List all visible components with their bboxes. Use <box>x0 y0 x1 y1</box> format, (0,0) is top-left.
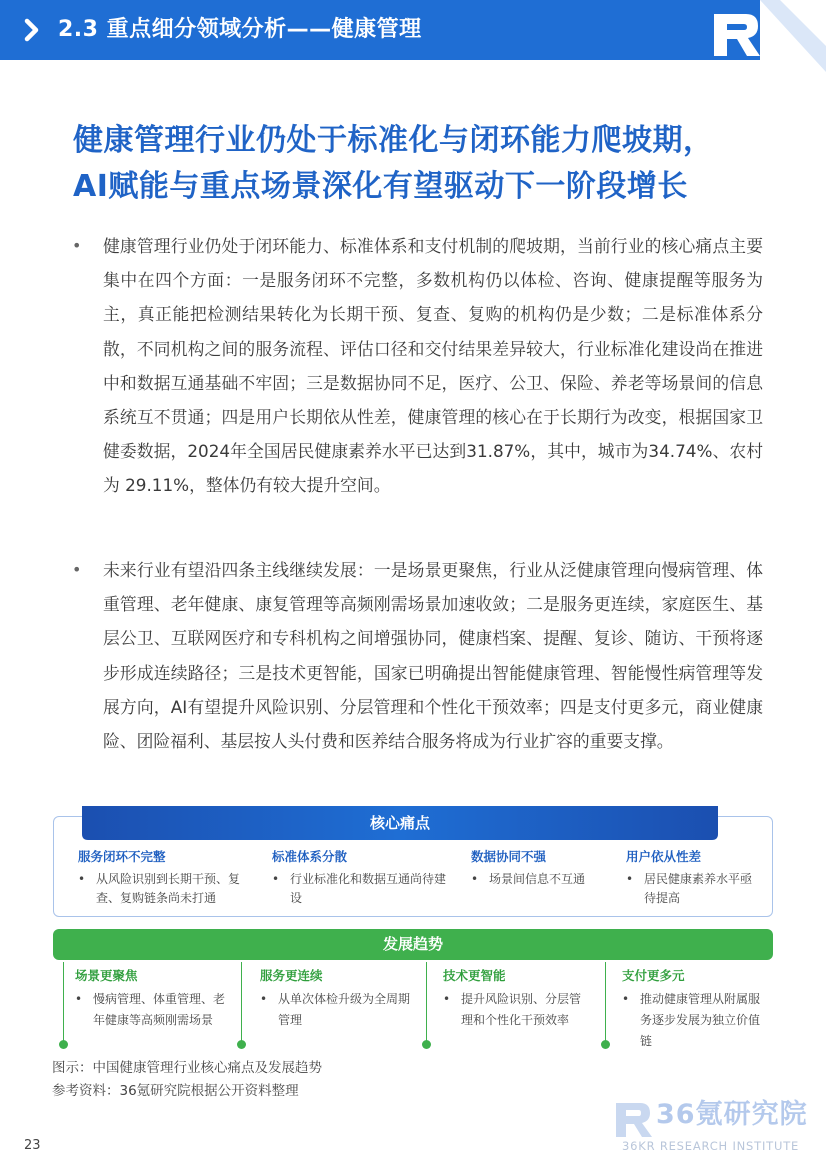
pain-point-text: 行业标准化和数据互通尚待建设 <box>290 872 447 905</box>
page-number: 23 <box>24 1138 41 1153</box>
trend-heading: 服务更连续 <box>260 968 323 983</box>
trend-connector-dot <box>237 1040 246 1049</box>
trend-connector-dot <box>601 1040 610 1049</box>
pain-point-item <box>272 870 447 908</box>
pain-point-text: 场景间信息不互通 <box>489 872 586 886</box>
trend-smart-technology <box>443 967 588 1031</box>
trend-scene-focus <box>75 967 225 1031</box>
pain-point-item <box>626 870 762 908</box>
pain-point-heading: 标准体系分散 <box>272 849 348 864</box>
trend-connector-line <box>63 962 64 1042</box>
bullet-icon: • <box>272 872 280 886</box>
figure-source: 参考资料：36氪研究院根据公开资料整理 <box>52 1083 299 1099</box>
trend-heading: 支付更多元 <box>622 968 685 983</box>
bullet-icon: • <box>75 992 83 1006</box>
bullet-icon: • <box>72 560 82 579</box>
paragraph-text: 未来行业有望沿四条主线继续发展：一是场景更聚焦，行业从泛健康管理向慢病管理、体重管理、老年健康、康复管理等高频刚需场景加速收敛；二是服务更连续，家庭医生、基层公卫、互联网医疗和专科机构之间增强协同，健康档案、提醒、复诊、随访、干预将逐步形成连续路径；三是技术更智能，国家已明确提出智能健康管理、智能慢性病管理等发展方向，AI有望提升风险识别、分层管理和个性化干预效率；四是支付更多元，商业健康险、团险福利、基层按人头付费和医养结合服务将成为行业扩容的重要支撑。 <box>103 560 763 752</box>
page-title <box>73 118 773 210</box>
section-title: 2.3 重点细分领域分析——健康管理 <box>58 17 422 42</box>
bullet-icon: • <box>78 872 86 886</box>
trend-connector-dot <box>422 1040 431 1049</box>
trend-item <box>75 989 225 1031</box>
trend-connector-dot <box>59 1040 68 1049</box>
chevron-right-icon <box>22 16 44 44</box>
header-bar <box>0 0 826 60</box>
pain-points-title: 核心痛点 <box>369 814 430 832</box>
pain-point-heading: 服务闭环不完整 <box>78 849 166 864</box>
trend-text: 从单次体检升级为全周期管理 <box>278 992 411 1027</box>
trends-title: 发展趋势 <box>382 935 443 953</box>
bullet-icon: • <box>72 236 82 255</box>
trend-text: 慢病管理、体重管理、老年健康等高频刚需场景 <box>93 992 226 1027</box>
trend-text: 提升风险识别、分层管理和个性化干预效率 <box>461 992 582 1027</box>
trend-connector-line <box>426 962 427 1042</box>
trend-diversified-payment <box>622 967 770 1052</box>
bullet-paragraph-trends <box>72 553 762 803</box>
pain-point-item <box>471 870 611 889</box>
page-title-line-2: AI赋能与重点场景深化有望驱动下一阶段增长 <box>73 169 688 204</box>
paragraph-text: 健康管理行业仍处于闭环能力、标准体系和支付机制的爬坡期，当前行业的核心痛点主要集中在四个方面：一是服务闭环不完整，多数机构仍以体检、咨询、健康提醒等服务为主，真正能把检测结果转化为长期干预、复查、复购的机构仍是少数；二是标准体系分散，不同机构之间的服务流程、评估口径和交付结果差异较大，行业标准化建设尚在推进中和数据互通基础不牢固；三是数据协同不足，医疗、公卫、保险、养老等场景间的信息系统互不贯通；四是用户长期依从性差，健康管理的核心在于长期行为改变，根据国家卫健委数据，2024年全国居民健康素养水平已达到31.87%，其中，城市为34.74%、农村为 29.11%，整体仍有较大提升空间。 <box>103 236 763 496</box>
trend-connector-line <box>241 962 242 1042</box>
bullet-paragraph-pain-points <box>72 229 762 549</box>
pain-point-service-loop <box>78 848 253 908</box>
bullet-icon: • <box>471 872 479 886</box>
pain-point-item <box>78 870 253 908</box>
trend-heading: 场景更聚焦 <box>75 968 138 983</box>
watermark-brand-cn: 36氪研究院 <box>656 1099 808 1130</box>
pain-point-text: 居民健康素养水平亟待提高 <box>644 872 753 905</box>
trend-heading: 技术更智能 <box>443 968 506 983</box>
pain-point-heading: 数据协同不强 <box>471 849 547 864</box>
bullet-icon: • <box>260 992 268 1006</box>
bullet-icon: • <box>626 872 634 886</box>
pain-point-adherence <box>626 848 762 908</box>
pain-point-text: 从风险识别到长期干预、复查、复购链条尚未打通 <box>96 872 241 905</box>
pain-point-heading: 用户依从性差 <box>626 849 702 864</box>
trend-connector-line <box>605 962 606 1042</box>
trend-text: 推动健康管理从附属服务逐步发展为独立价值链 <box>640 992 761 1048</box>
watermark-brand-en: 36KR RESEARCH INSTITUTE <box>622 1139 800 1153</box>
pain-point-standards <box>272 848 447 908</box>
bullet-icon: • <box>443 992 451 1006</box>
brand-logo-icon <box>700 0 826 72</box>
trend-item <box>443 989 588 1031</box>
page-title-line-1: 健康管理行业仍处于标准化与闭环能力爬坡期， <box>73 123 714 158</box>
trend-service-continuity <box>260 967 410 1031</box>
trend-item <box>622 989 770 1052</box>
trend-item <box>260 989 410 1031</box>
bullet-icon: • <box>622 992 630 1006</box>
pain-point-data-collaboration <box>471 848 611 889</box>
figure-caption: 图示：中国健康管理行业核心痛点及发展趋势 <box>52 1060 322 1076</box>
